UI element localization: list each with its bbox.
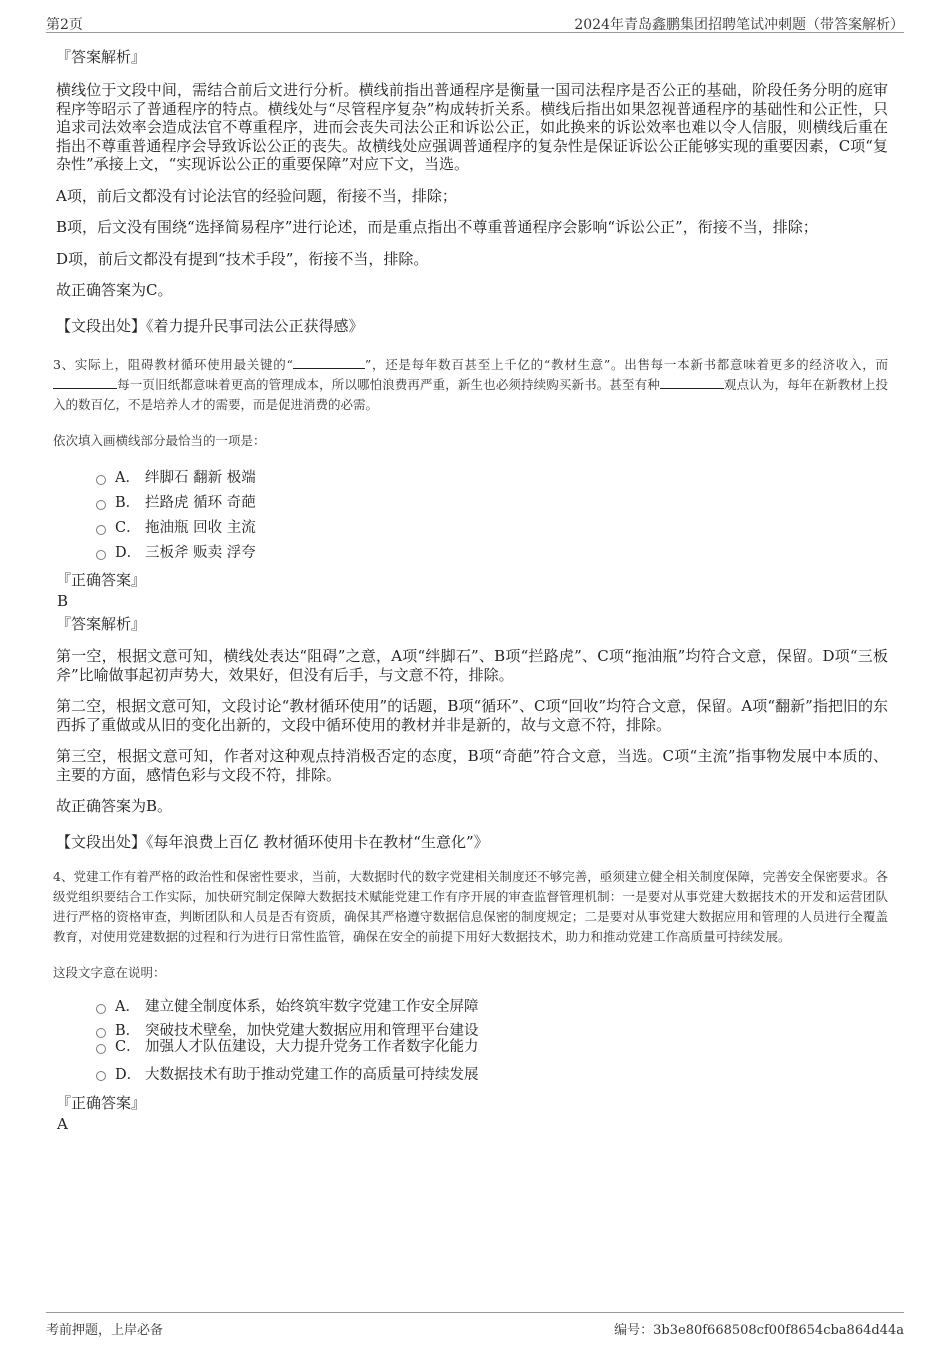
q3-correct-answer: B xyxy=(57,592,69,610)
document-body xyxy=(53,46,888,1134)
q3-conclusion: 故正确答案为B。 xyxy=(56,797,173,815)
radio-button[interactable] xyxy=(96,525,106,535)
q4-option-d[interactable]: D． 大数据技术有助于推动党建工作的高质量可持续发展 xyxy=(56,1063,888,1089)
q4-instruction: 这段文字意在说明： xyxy=(53,965,166,980)
document-code xyxy=(614,1319,904,1338)
q3-stem xyxy=(53,355,888,415)
document-title: 2024年青岛鑫鹏集团招聘笔试冲刺题（带答案解析） xyxy=(574,17,904,33)
q3-blank-3[interactable] xyxy=(660,376,724,389)
q3-source: 【文段出处】《每年浪费上百亿 教材循环使用卡在教材“生意化”》 xyxy=(56,832,489,851)
radio-button[interactable] xyxy=(96,1044,106,1054)
q4-correct-answer: A xyxy=(57,1115,68,1133)
q2-analysis-p1: 横线位于文段中间，需结合前后文进行分析。横线前指出普通程序是衡量一国司法程序是否公正的基础，阶段任务分明的庭审程序等昭示了普通程序的特点。横线处与“尽管程序复杂”构成转折关系。横线后指出如果忽视普通程序的基础性和公正性，只追求司法效率会造成法官不尊重程序，进而会丧失司法公正和诉讼公正，如此换来的诉讼效率也难以令人信服，则横线后重在指出不尊重普通程序会导致诉讼公正的丧失。故横线处应强调普通程序的复杂性是保证诉讼公正能够实现的重要因素，C项“复杂性”承接上文，“实现诉讼公正的重要保障”对应下文，当选。 xyxy=(56,81,888,173)
q4-correct-label: 『正确答案』 xyxy=(56,1094,147,1112)
q2-analysis-p2: A项，前后文都没有讨论法官的经验问题，衔接不当，排除； xyxy=(56,186,457,205)
radio-button[interactable] xyxy=(96,1071,106,1081)
q2-source: 【文段出处】《着力提升民事司法公正获得感》 xyxy=(56,316,364,335)
code-value: 3b3e80f668508cf00f8654cba864d44a xyxy=(653,1323,904,1338)
q4-option-b[interactable]: B． 突破技术壁垒，加快党建大数据应用和管理平台建设 xyxy=(56,1023,888,1039)
q2-analysis-label: 『答案解析』 xyxy=(56,48,147,66)
radio-button[interactable] xyxy=(96,475,106,485)
q3-correct-label: 『正确答案』 xyxy=(56,571,147,589)
q4-option-a[interactable]: A． 建立健全制度体系，始终筑牢数字党建工作安全屏障 xyxy=(56,996,888,1023)
q2-conclusion: 故正确答案为C。 xyxy=(56,281,173,299)
q3-option-a[interactable]: A． 绊脚石 翻新 极端 xyxy=(56,466,888,491)
q3-option-d[interactable]: D． 三板斧 贩卖 浮夸 xyxy=(56,541,888,566)
q2-analysis-p4: D项，前后文都没有提到“技术手段”，衔接不当，排除。 xyxy=(56,249,429,268)
radio-button[interactable] xyxy=(96,1004,106,1014)
q3-analysis-p3: 第三空，根据文意可知，作者对这种观点持消极否定的态度，B项“奇葩”符合文意，当选。C项“主流”指事物发展中本质的、主要的方面，感情色彩与文段不符，排除。 xyxy=(56,747,888,784)
q3-blank-2[interactable] xyxy=(53,376,117,389)
q3-option-c[interactable]: C． 拖油瓶 回收 主流 xyxy=(56,516,888,541)
q4-options xyxy=(56,996,888,1089)
code-label: 编号： xyxy=(614,1323,654,1338)
q3-blank-1[interactable] xyxy=(293,356,365,369)
q3-options xyxy=(56,466,888,566)
page-header xyxy=(46,10,904,33)
q3-analysis-p2: 第二空，根据文意可知，文段讨论“教材循环使用”的话题，B项“循环”、C项“回收”均符合文意，保留。A项“翻新”指把旧的东西拆了重做或从旧的变化出新的，文段中循环使用的教材并非是新的，故与文意不符，排除。 xyxy=(56,697,888,734)
page-number: 第2页 xyxy=(46,17,83,33)
radio-button[interactable] xyxy=(96,550,106,560)
q3-analysis-p1: 第一空，根据文意可知，横线处表达“阻碍”之意，A项“绊脚石”、B项“拦路虎”、C项“拖油瓶”均符合文意，保留。D项“三板斧”比喻做事起初声势大，效果好，但没有后手，与文意不符，排除。 xyxy=(56,647,888,684)
q3-option-b[interactable]: B． 拦路虎 循环 奇葩 xyxy=(56,491,888,516)
q3-instruction: 依次填入画横线部分最恰当的一项是： xyxy=(53,433,266,448)
q2-analysis-p3: B项，后文没有围绕“选择简易程序”进行论述，而是重点指出不尊重普通程序会影响“诉讼公正”，衔接不当，排除； xyxy=(56,218,818,236)
q3-stem-part1: 3、实际上，阻碍教材循环使用最关键的“ xyxy=(53,357,293,372)
q4-stem: 4、党建工作有着严格的政治性和保密性要求，当前，大数据时代的数字党建相关制度还不够完善，亟须建立健全相关制度保障，完善安全保密要求。各级党组织要结合工作实际，加快研究制定保障大数据技术赋能党建工作有序开展的审查监督管理机制：一是要对从事党建大数据技术的开发和运营团队进行严格的资格审查，判断团队和人员是否有资质，确保其严格遵守数据信息保密的制度规定；二是要对从事党建大数据应用和管理的人员进行全覆盖教育，对使用党建数据的过程和行为进行日常性监管，确保在安全的前提下用好大数据技术，助力和推动党建工作高质量可持续发展。 xyxy=(53,869,888,944)
footer-slogan: 考前押题，上岸必备 xyxy=(46,1323,164,1338)
radio-button[interactable] xyxy=(96,1028,106,1038)
q3-analysis-label: 『答案解析』 xyxy=(56,615,147,633)
q4-option-c[interactable]: C． 加强人才队伍建设，大力提升党务工作者数字化能力 xyxy=(56,1039,888,1063)
q3-stem-part3: 每一页旧纸都意味着更高的管理成本，所以哪怕浪费再严重，新生也必须持续购买新书。甚至有种 xyxy=(117,377,660,392)
q3-stem-part4: 观点认为，每年在新教材上投入的数百亿，不是培养人才的需要，而是促进消费的必需。 xyxy=(53,377,888,412)
radio-button[interactable] xyxy=(96,500,106,510)
page-footer xyxy=(46,1312,904,1339)
q3-stem-part2: ”，还是每年数百甚至上千亿的“教材生意”。出售每一本新书都意味着更多的经济收入，而 xyxy=(364,357,888,372)
